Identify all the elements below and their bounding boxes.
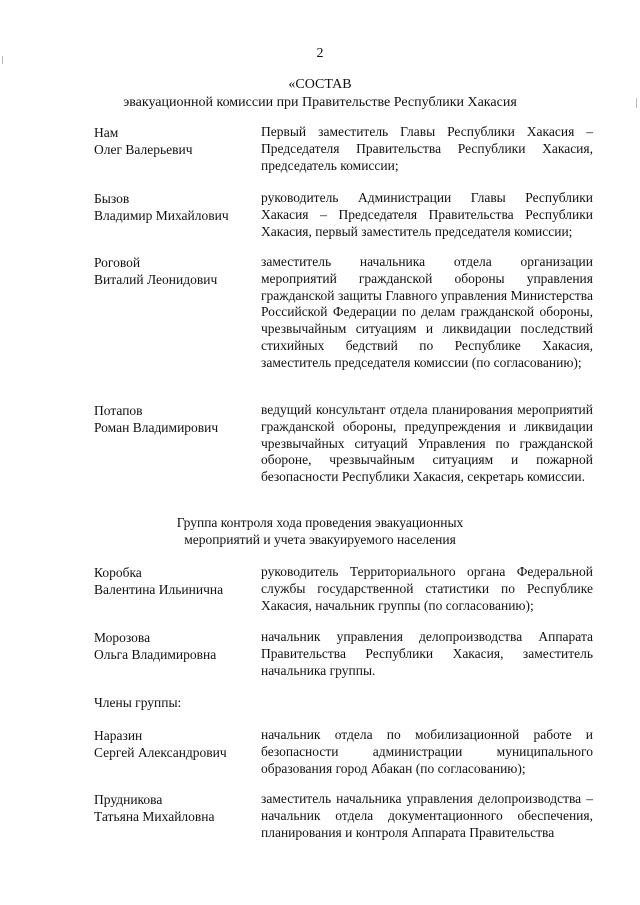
member-name xyxy=(94,564,254,598)
member-surname: Прудникова xyxy=(94,792,163,807)
member-role: руководитель Администрации Главы Республики Хакасия – Председателя Правительства Республики Хакасия, первый заместитель председателя комиссии; xyxy=(261,190,593,239)
member-name xyxy=(94,727,254,761)
member-name xyxy=(94,254,254,288)
member-role: Первый заместитель Главы Республики Хакасия – Председателя Правительства Республики Хакасия, председатель комиссии; xyxy=(261,124,593,173)
member-role: начальник отдела по мобилизационной работе и безопасности администрации муниципального образования город Абакан (по согласованию); xyxy=(261,727,593,776)
member-given-names: Виталий Леонидович xyxy=(94,272,218,287)
page-number: 2 xyxy=(316,46,324,61)
member-surname: Нам xyxy=(94,125,119,140)
document-title xyxy=(0,76,640,112)
member-given-names: Валентина Ильинична xyxy=(94,582,224,597)
member-role: заместитель начальника управления делопроизводства – начальник отдела документационного обеспечения, планирования и контроля Аппарата Правительства xyxy=(261,791,593,840)
member-role: ведущий консультант отдела планирования мероприятий гражданской обороны, предупреждения и ликвидации чрезвычайных ситуаций Управления по гражданской обороне, чрезвычайным ситуациям и пожарной безопасности Республики Хакасия, секретарь комиссии. xyxy=(261,402,593,485)
member-name xyxy=(94,190,254,224)
member-given-names: Сергей Александрович xyxy=(94,745,227,760)
member-role: начальник управления делопроизводства Аппарата Правительства Республики Хакасия, заместитель начальника группы. xyxy=(261,629,593,678)
title-line-1: «СОСТАВ xyxy=(288,77,352,92)
member-name xyxy=(94,629,254,663)
member-role: руководитель Территориального органа Федеральной службы государственной статистики по Республике Хакасия, начальник группы (по согласованию); xyxy=(261,564,593,613)
member-given-names: Ольга Владимировна xyxy=(94,647,217,662)
member-given-names: Роман Владимирович xyxy=(94,420,219,435)
member-role: заместитель начальника отдела организации мероприятий гражданской обороны управления гражданской защиты Главного управления Министерства Российской Федерации по делам гражданской обороны, чрезвычайным ситуациям и ликвидации последствий стихийных бедствий по Республике Хакасия, заместитель председателя комиссии (по согласованию); xyxy=(261,254,593,370)
group-heading xyxy=(0,514,640,548)
member-name xyxy=(94,402,254,436)
title-line-2: эвакуационной комиссии при Правительстве Республики Хакасия xyxy=(123,95,517,110)
member-surname: Бызов xyxy=(94,191,130,206)
member-given-names: Татьяна Михайловна xyxy=(94,809,215,824)
member-surname: Коробка xyxy=(94,565,142,580)
group-heading-line-2: мероприятий и учета эвакуируемого населения xyxy=(184,532,456,547)
member-surname: Потапов xyxy=(94,403,143,418)
member-given-names: Олег Валерьевич xyxy=(94,142,193,157)
member-name xyxy=(94,791,254,825)
member-name xyxy=(94,124,254,158)
member-surname: Роговой xyxy=(94,255,141,270)
member-given-names: Владимир Михайлович xyxy=(94,208,229,223)
member-surname: Морозова xyxy=(94,630,151,645)
members-label: Члены группы: xyxy=(94,695,182,710)
group-heading-line-1: Группа контроля хода проведения эвакуационных xyxy=(176,515,464,530)
member-surname: Наразин xyxy=(94,728,143,743)
